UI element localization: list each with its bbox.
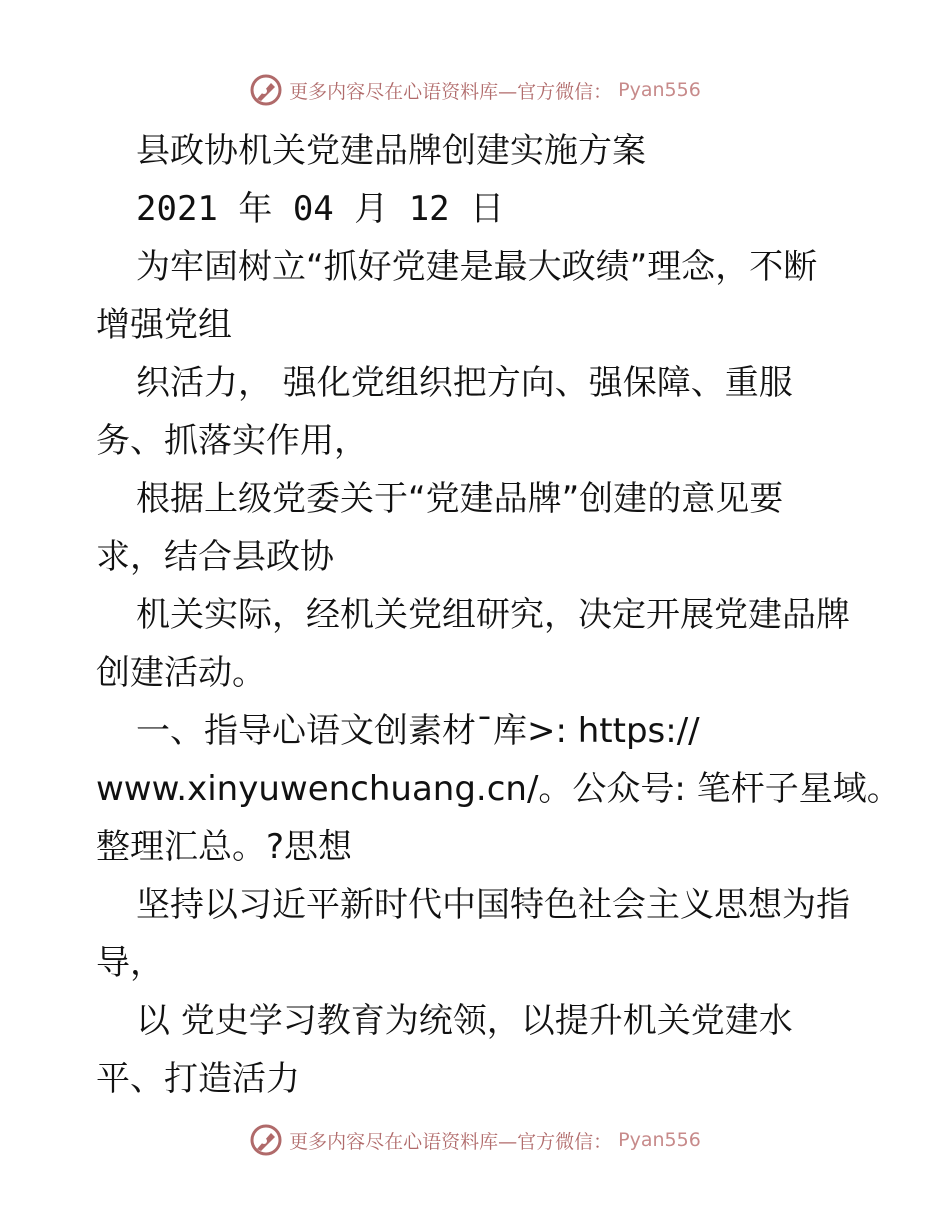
pen-logo-icon <box>249 73 283 107</box>
watermark-text: 更多内容尽在心语资料库—官方微信： <box>289 1130 613 1153</box>
document-body <box>96 122 901 1108</box>
document-date: 2021 年 04 月 12 日 <box>136 189 505 229</box>
watermark-bottom <box>0 1120 950 1160</box>
watermark-wechat-id: Pyan556 <box>618 79 701 101</box>
paragraph-line: 整理汇总。?思想 <box>96 827 353 867</box>
paragraph-line: 增强党组 <box>96 305 232 345</box>
pen-logo-icon <box>249 1123 283 1157</box>
paragraph-line: 平、打造活力 <box>96 1059 300 1099</box>
paragraph-line: 坚持以习近平新时代中国特色社会主义思想为指 <box>136 885 850 925</box>
paragraph-line: 根据上级党委关于“党建品牌”创建的意见要 <box>136 479 784 519</box>
watermark-wechat-id: Pyan556 <box>618 1129 701 1151</box>
paragraph-line: 机关实际，经机关党组研究，决定开展党建品牌 <box>136 595 850 635</box>
paragraph-line: 求，结合县政协 <box>96 537 334 577</box>
paragraph-line: 创建活动。 <box>96 653 266 693</box>
document-title: 县政协机关党建品牌创建实施方案 <box>136 131 646 171</box>
paragraph-line: 为牢固树立“抓好党建是最大政绩”理念，不断 <box>136 247 818 287</box>
watermark-top <box>0 70 950 110</box>
paragraph-line: 务、抓落实作用， <box>96 421 368 461</box>
paragraph-line: 导， <box>96 943 164 983</box>
section-heading-guiding-thought: 一、指导心语文创素材¯库>: https:// <box>136 711 700 751</box>
paragraph-line: www.xinyuwenchuang.cn/。公众号: 笔杆子星域。 <box>96 769 901 809</box>
paragraph-line: 织活力， 强化党组织把方向、强保障、重服 <box>136 363 793 403</box>
watermark-text: 更多内容尽在心语资料库—官方微信： <box>289 80 613 103</box>
paragraph-line: 以 党史学习教育为统领，以提升机关党建水 <box>136 1001 793 1041</box>
